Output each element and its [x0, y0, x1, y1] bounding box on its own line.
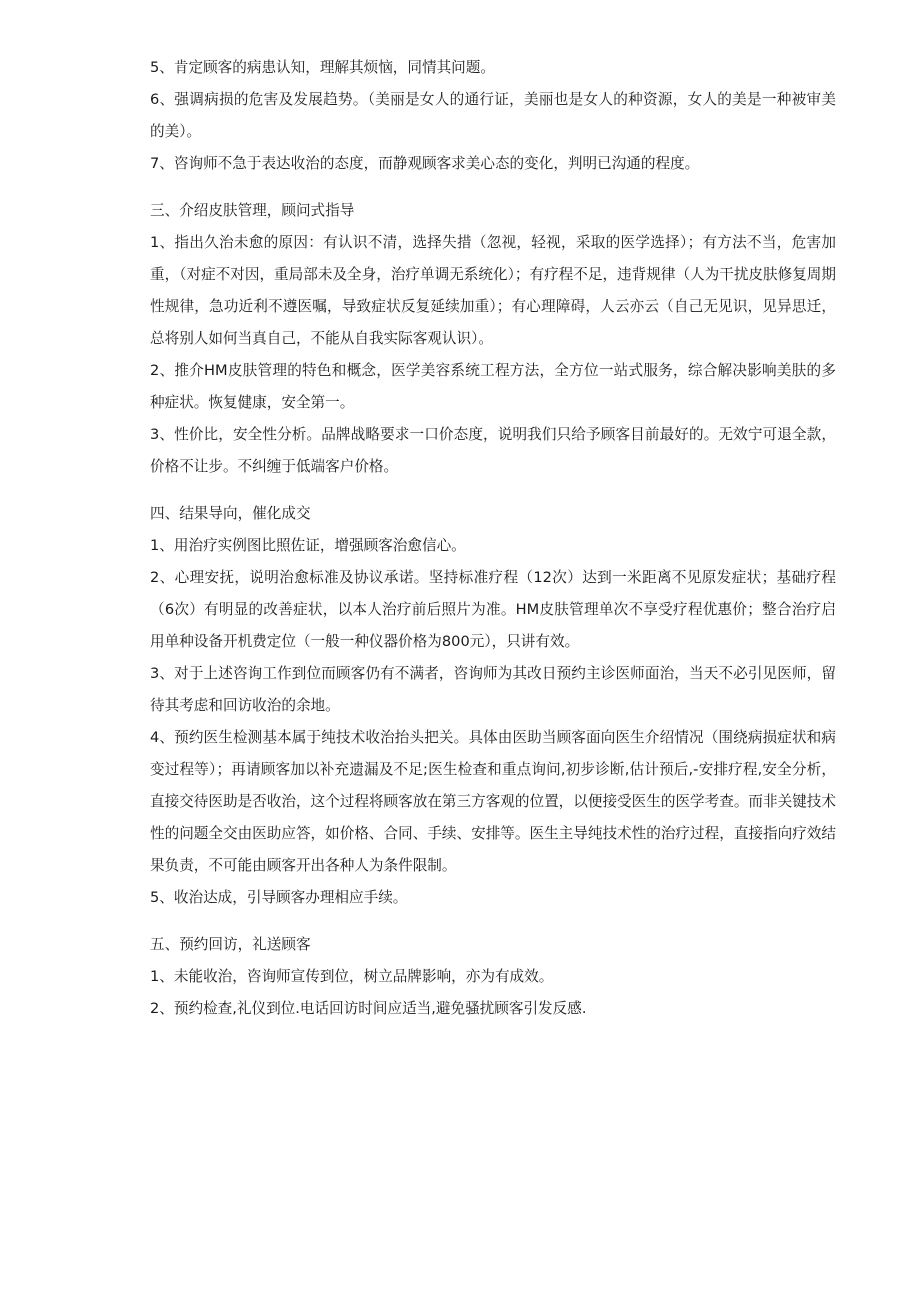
document-page [150, 52, 836, 1025]
section-5 [150, 929, 836, 1025]
section-heading: 三、介绍皮肤管理，顾问式指导 [150, 202, 355, 219]
section-4 [150, 498, 836, 914]
list-item: 2、推介HM皮肤管理的特色和概念，医学美容系统工程方法，全方位一站式服务，综合解决影响美肤的多种症状。恢复健康，安全第一。 [150, 362, 836, 411]
list-item: 5、收治达成，引导顾客办理相应手续。 [150, 889, 408, 906]
list-item: 3、性价比，安全性分析。品牌战略要求一口价态度，说明我们只给予顾客目前最好的。无效宁可退全款，价格不让步。不纠缠于低端客户价格。 [150, 426, 836, 475]
list-item: 3、对于上述咨询工作到位而顾客仍有不满者，咨询师为其改日预约主诊医师面治，当天不必引见医师，留待其考虑和回访收治的余地。 [150, 665, 836, 714]
section-heading: 四、结果导向，催化成交 [150, 505, 311, 522]
list-item: 1、用治疗实例图比照佐证，增强顾客治愈信心。 [150, 537, 466, 554]
list-item: 2、预约检查,礼仪到位.电话回访时间应适当,避免骚扰顾客引发反感. [150, 1000, 587, 1017]
list-item: 4、预约医生检测基本属于纯技术收治抬头把关。具体由医助当顾客面向医生介绍情况（围绕病损症状和病变过程等）；再请顾客加以补充遗漏及不足;医生检查和重点询问,初步诊断,估计预后,-安排疗程,安全分析，直接交待医助是否收治，这个过程将顾客放在第三方客观的位置，以便接受医生的医学考查。而非关键技术性的问题全交由医助应答，如价格、合同、手续、安排等。医生主导纯技术性的治疗过程，直接指向疗效结果负责，不可能由顾客开出各种人为条件限制。 [150, 729, 836, 874]
section-heading: 五、预约回访，礼送顾客 [150, 936, 311, 953]
list-item: 1、未能收治，咨询师宣传到位，树立品牌影响，亦为有成效。 [150, 968, 554, 985]
list-item: 5、肯定顾客的病患认知，理解其烦恼，同情其问题。 [150, 59, 495, 76]
section-3 [150, 195, 836, 483]
section-2-tail [150, 52, 836, 180]
list-item: 2、心理安抚，说明治愈标准及协议承诺。坚持标准疗程（12次）达到一米距离不见原发症状；基础疗程（6次）有明显的改善症状，以本人治疗前后照片为准。HM皮肤管理单次不享受疗程优惠价；整合治疗启用单种设备开机费定位（一般一种仪器价格为800元），只讲有效。 [150, 569, 836, 650]
list-item: 6、强调病损的危害及发展趋势。（美丽是女人的通行证，美丽也是女人的种资源，女人的美是一种被审美的美）。 [150, 91, 836, 140]
list-item: 7、咨询师不急于表达收治的态度，而静观顾客求美心态的变化，判明已沟通的程度。 [150, 155, 700, 172]
list-item: 1、指出久治未愈的原因：有认识不清，选择失措（忽视，轻视，采取的医学选择）；有方法不当，危害加重，（对症不对因，重局部未及全身，治疗单调无系统化）；有疗程不足，违背规律（人为干扰皮肤修复周期性规律，急功近利不遵医嘱，导致症状反复延续加重）；有心理障碍，人云亦云（自己无见识，见异思迁，总将别人如何当真自己，不能从自我实际客观认识）。 [150, 234, 836, 347]
